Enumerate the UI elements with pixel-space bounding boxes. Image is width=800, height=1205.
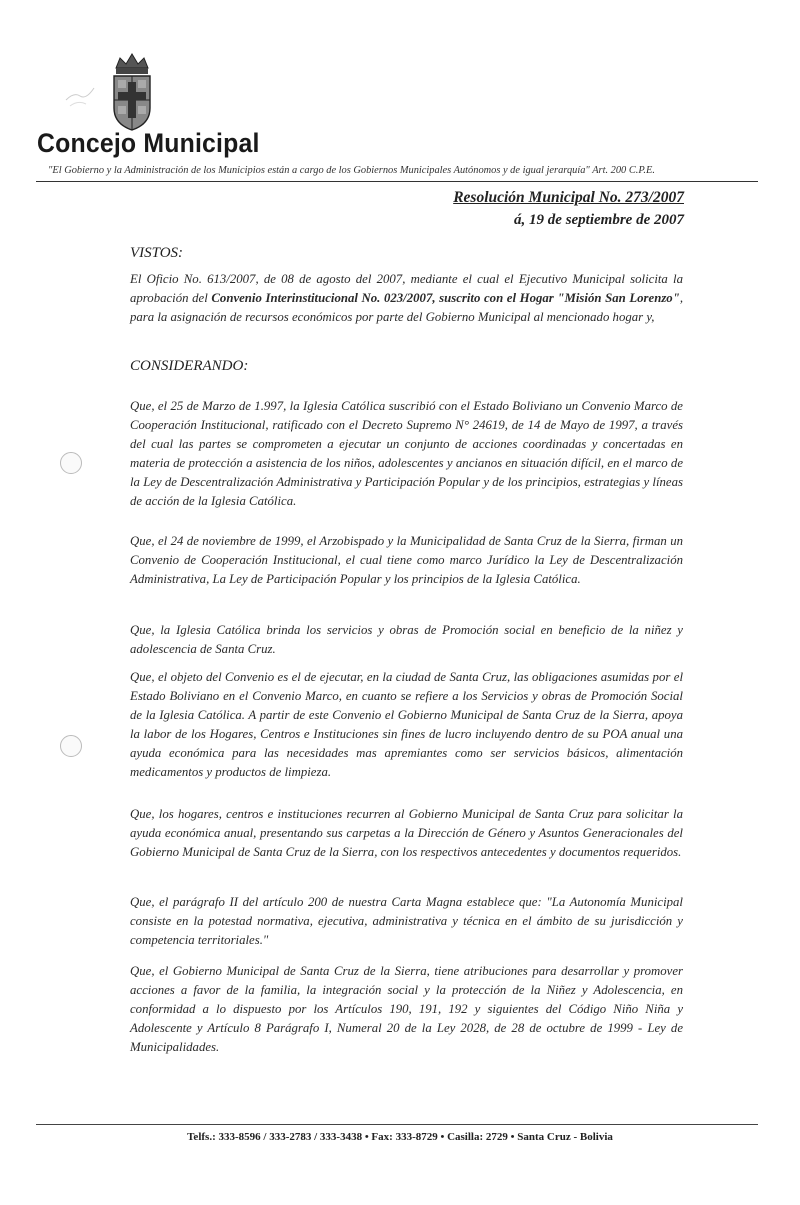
vistos-intro: El Oficio No. 613/2007, de 08 de agosto del 2007, mediante el cual el Ejecutivo Municipal solicita la aprobación del [130, 272, 683, 305]
coat-of-arms-icon [106, 52, 158, 134]
considerando-paragraph-5 [130, 805, 683, 862]
vistos-paragraph [130, 270, 683, 327]
paragraph-text: Que, el parágrafo II del artículo 200 de nuestra Carta Magna establece que: "La Autonomía Municipal consiste en la potestad normativa, ejecutiva, administrativa y técnica en el ámbito de su jurisdicción y competencia territoriales." [130, 895, 683, 947]
footer-divider [36, 1124, 758, 1125]
resolution-date: á, 19 de septiembre de 2007 [514, 212, 684, 228]
punch-hole [60, 735, 82, 757]
scan-smudge [60, 70, 100, 120]
resolution-number: Resolución Municipal No. 273/2007 [453, 189, 684, 206]
footer-contact: Telfs.: 333-8596 / 333-2783 / 333-3438 • Fax: 333-8729 • Casilla: 2729 • Santa Cruz - Bolivia [187, 1131, 613, 1143]
vistos-heading: VISTOS: [130, 245, 184, 261]
council-motto: "El Gobierno y la Administración de los Municipios están a cargo de los Gobiernos Municipales Autónomos y de igual jerarquía" Art. 200 C.P.E. [48, 165, 655, 176]
considerando-paragraph-4 [130, 668, 683, 782]
considerando-paragraph-1 [130, 397, 683, 511]
considerando-paragraph-7 [130, 962, 683, 1057]
paragraph-text: Que, la Iglesia Católica brinda los servicios y obras de Promoción social en beneficio de la niñez y adolescencia de Santa Cruz. [130, 623, 683, 656]
considerando-paragraph-3 [130, 621, 683, 659]
paragraph-text: Que, el 25 de Marzo de 1.997, la Iglesia Católica suscribió con el Estado Boliviano un Convenio Marco de Cooperación Institucional, ratificado con el Decreto Supremo N° 24619, de 14 de Mayo de 1997, a través del cual las partes se comprometen a ejecutar un conjunto de acciones coordinadas y concertadas en materia de protección a asistencia de los niños, adolescentes y ancianos en situación difícil, en el marco de la Ley de Descentralización Administrativa y Participación Popular y de los principios, estrategias y líneas de acción de la Iglesia Católica. [130, 399, 683, 508]
punch-hole [60, 452, 82, 474]
council-title: Concejo Municipal [37, 128, 260, 158]
considerando-paragraph-2 [130, 532, 683, 589]
considerando-paragraph-6 [130, 893, 683, 950]
paragraph-text: Que, el 24 de noviembre de 1999, el Arzobispado y la Municipalidad de Santa Cruz de la Sierra, firman un Convenio de Cooperación Institucional, el cual tiene como marco Jurídico la Ley de Descentralización Administrativa, La Ley de Participación Popular y los principios de la Iglesia Católica. [130, 534, 683, 586]
paragraph-text: Que, los hogares, centros e instituciones recurren al Gobierno Municipal de Santa Cruz para solicitar la ayuda económica anual, presentando sus carpetas a la Dirección de Género y Asuntos Generacionales del Gobierno Municipal de Santa Cruz de la Sierra, con los respectivos antecedentes y documentos requeridos. [130, 807, 683, 859]
vistos-outro: , para la asignación de recursos económicos por parte del Gobierno Municipal al mencionado hogar y, [130, 291, 684, 324]
vistos-convenio: Convenio Interinstitucional No. 023/2007, suscrito con el Hogar "Misión San Lorenzo" [211, 291, 680, 305]
paragraph-text: Que, el objeto del Convenio es el de ejecutar, en la ciudad de Santa Cruz, las obligaciones asumidas por el Estado Boliviano en el Convenio Marco, en cuanto se refiere a los Servicios y obras de Promoción Social de la Iglesia Católica. A partir de este Convenio el Gobierno Municipal de Santa Cruz de la Sierra, apoya la labor de los Hogares, Centros e Instituciones sin fines de lucro incluyendo dentro de su POA anual una ayuda económica para las necesidades mas apremiantes como ser servicios básicos, alimentación medicamentos y productos de limpieza. [130, 670, 683, 779]
header-divider [36, 181, 758, 182]
paragraph-text: Que, el Gobierno Municipal de Santa Cruz de la Sierra, tiene atribuciones para desarrollar y promover acciones a favor de la familia, la integración social y la protección de la Niñez y Adolescencia, en conformidad a lo dispuesto por los Artículos 190, 191, 192 y siguientes del Código Niño Niña y Adolescente y Artículo 8 Parágrafo I, Numeral 20 de la Ley 2028, de 28 de octubre de 1999 - Ley de Municipalidades. [130, 964, 683, 1054]
considerando-heading: CONSIDERANDO: [130, 358, 249, 374]
